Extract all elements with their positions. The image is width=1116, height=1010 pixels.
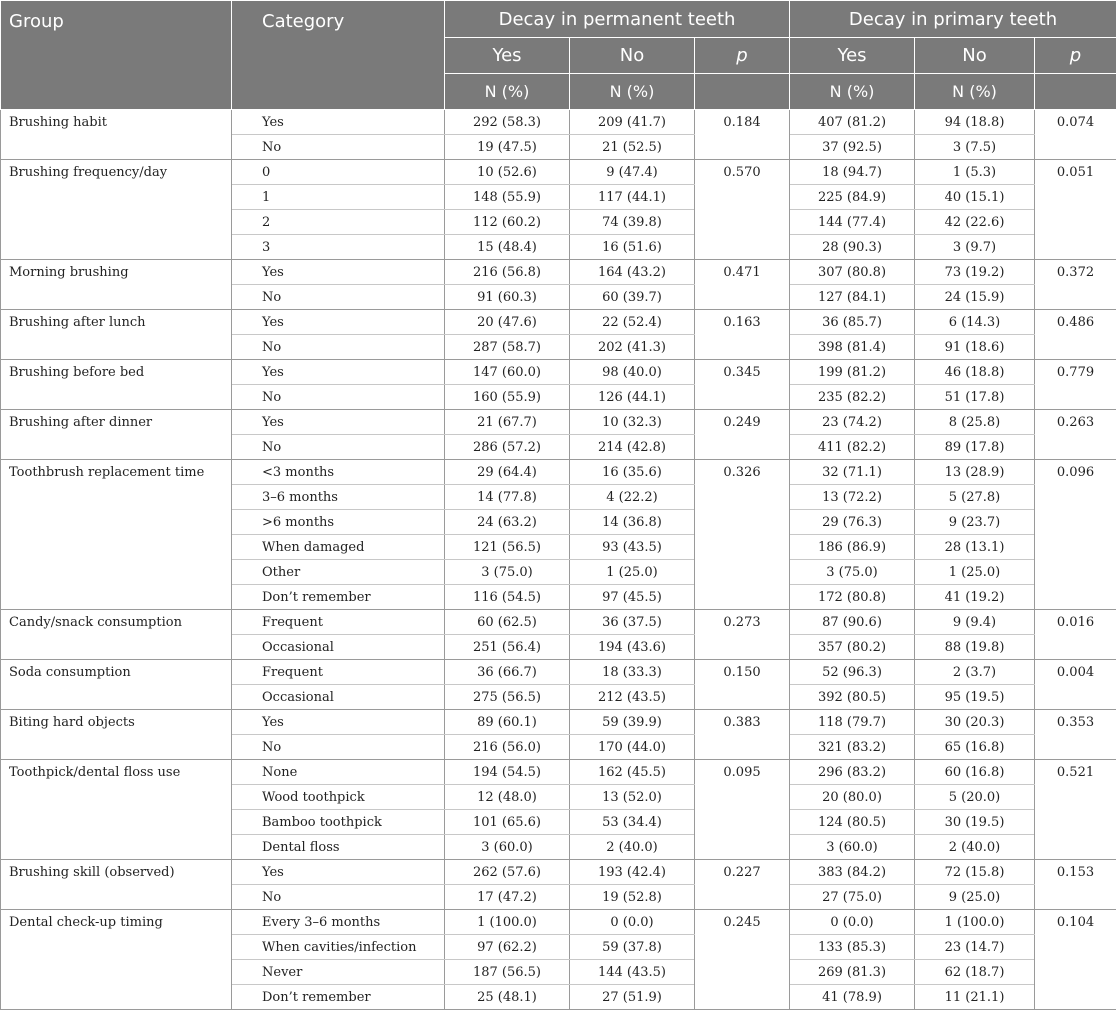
prim-no-cell: 73 (19.2): [915, 260, 1035, 285]
prim-no-cell: 94 (18.8): [915, 110, 1035, 135]
header-prim-no: No: [915, 38, 1035, 74]
perm-no-cell: 59 (39.9): [570, 710, 695, 735]
perm-yes-cell: 20 (47.6): [445, 310, 570, 335]
header-perm-p-empty: [695, 74, 790, 110]
category-cell: No: [232, 285, 445, 310]
prim-no-cell: 9 (9.4): [915, 610, 1035, 635]
category-cell: No: [232, 885, 445, 910]
prim-yes-cell: 52 (96.3): [790, 660, 915, 685]
prim-no-cell: 2 (40.0): [915, 835, 1035, 860]
prim-yes-cell: 27 (75.0): [790, 885, 915, 910]
group-name: Candy/snack consumption: [1, 610, 232, 660]
category-cell: Yes: [232, 710, 445, 735]
perm-p-value: 0.345: [695, 360, 790, 410]
table-row: [1, 610, 1116, 635]
category-cell: Yes: [232, 260, 445, 285]
prim-no-cell: 72 (15.8): [915, 860, 1035, 885]
perm-yes-cell: 36 (66.7): [445, 660, 570, 685]
prim-yes-cell: 392 (80.5): [790, 685, 915, 710]
perm-no-cell: 202 (41.3): [570, 335, 695, 360]
group-name: Brushing after lunch: [1, 310, 232, 360]
perm-yes-cell: 292 (58.3): [445, 110, 570, 135]
prim-yes-cell: 32 (71.1): [790, 460, 915, 485]
prim-p-value: 0.051: [1035, 160, 1116, 260]
prim-no-cell: 91 (18.6): [915, 335, 1035, 360]
header-prim-yes-npct: N (%): [790, 74, 915, 110]
perm-p-value: 0.570: [695, 160, 790, 260]
table-row: [1, 260, 1116, 285]
perm-no-cell: 14 (36.8): [570, 510, 695, 535]
prim-no-cell: 3 (9.7): [915, 235, 1035, 260]
header-category: Category: [232, 1, 445, 110]
prim-no-cell: 51 (17.8): [915, 385, 1035, 410]
perm-p-value: 0.245: [695, 910, 790, 1010]
perm-yes-cell: 17 (47.2): [445, 885, 570, 910]
perm-yes-cell: 216 (56.8): [445, 260, 570, 285]
group-name: Toothbrush replacement time: [1, 460, 232, 610]
prim-no-cell: 5 (20.0): [915, 785, 1035, 810]
group-name: Brushing after dinner: [1, 410, 232, 460]
perm-no-cell: 16 (35.6): [570, 460, 695, 485]
category-cell: None: [232, 760, 445, 785]
group-name: Brushing before bed: [1, 360, 232, 410]
perm-no-cell: 53 (34.4): [570, 810, 695, 835]
prim-no-cell: 1 (25.0): [915, 560, 1035, 585]
perm-yes-cell: 275 (56.5): [445, 685, 570, 710]
category-cell: No: [232, 435, 445, 460]
perm-no-cell: 164 (43.2): [570, 260, 695, 285]
prim-no-cell: 30 (20.3): [915, 710, 1035, 735]
category-cell: Occasional: [232, 685, 445, 710]
prim-yes-cell: 186 (86.9): [790, 535, 915, 560]
category-cell: 3–6 months: [232, 485, 445, 510]
prim-yes-cell: 407 (81.2): [790, 110, 915, 135]
prim-no-cell: 3 (7.5): [915, 135, 1035, 160]
perm-yes-cell: 24 (63.2): [445, 510, 570, 535]
perm-yes-cell: 19 (47.5): [445, 135, 570, 160]
perm-no-cell: 97 (45.5): [570, 585, 695, 610]
prim-yes-cell: 18 (94.7): [790, 160, 915, 185]
perm-yes-cell: 60 (62.5): [445, 610, 570, 635]
perm-p-value: 0.184: [695, 110, 790, 160]
prim-no-cell: 23 (14.7): [915, 935, 1035, 960]
prim-yes-cell: 37 (92.5): [790, 135, 915, 160]
prim-p-value: 0.372: [1035, 260, 1116, 310]
perm-no-cell: 19 (52.8): [570, 885, 695, 910]
category-cell: Yes: [232, 310, 445, 335]
group-name: Brushing habit: [1, 110, 232, 160]
category-cell: >6 months: [232, 510, 445, 535]
header-group: Group: [1, 1, 232, 110]
perm-yes-cell: 1 (100.0): [445, 910, 570, 935]
perm-no-cell: 2 (40.0): [570, 835, 695, 860]
category-cell: Dental floss: [232, 835, 445, 860]
prim-no-cell: 24 (15.9): [915, 285, 1035, 310]
prim-yes-cell: 127 (84.1): [790, 285, 915, 310]
perm-no-cell: 93 (43.5): [570, 535, 695, 560]
table-row: [1, 110, 1116, 135]
header-permanent-teeth: Decay in permanent teeth: [445, 1, 790, 38]
prim-yes-cell: 87 (90.6): [790, 610, 915, 635]
table-row: [1, 460, 1116, 485]
perm-yes-cell: 121 (56.5): [445, 535, 570, 560]
perm-yes-cell: 101 (65.6): [445, 810, 570, 835]
perm-yes-cell: 286 (57.2): [445, 435, 570, 460]
header-prim-yes: Yes: [790, 38, 915, 74]
prim-yes-cell: 172 (80.8): [790, 585, 915, 610]
prim-no-cell: 9 (25.0): [915, 885, 1035, 910]
table-row: [1, 160, 1116, 185]
prim-p-value: 0.104: [1035, 910, 1116, 1010]
perm-no-cell: 16 (51.6): [570, 235, 695, 260]
perm-no-cell: 10 (32.3): [570, 410, 695, 435]
perm-p-value: 0.150: [695, 660, 790, 710]
category-cell: No: [232, 735, 445, 760]
perm-no-cell: 162 (45.5): [570, 760, 695, 785]
header-perm-yes: Yes: [445, 38, 570, 74]
perm-no-cell: 194 (43.6): [570, 635, 695, 660]
prim-no-cell: 9 (23.7): [915, 510, 1035, 535]
perm-yes-cell: 89 (60.1): [445, 710, 570, 735]
prim-yes-cell: 199 (81.2): [790, 360, 915, 385]
perm-yes-cell: 21 (67.7): [445, 410, 570, 435]
prim-yes-cell: 398 (81.4): [790, 335, 915, 360]
category-cell: Frequent: [232, 610, 445, 635]
prim-p-value: 0.074: [1035, 110, 1116, 160]
prim-p-value: 0.153: [1035, 860, 1116, 910]
prim-no-cell: 28 (13.1): [915, 535, 1035, 560]
prim-yes-cell: 118 (79.7): [790, 710, 915, 735]
prim-yes-cell: 0 (0.0): [790, 910, 915, 935]
category-cell: Never: [232, 960, 445, 985]
prim-yes-cell: 41 (78.9): [790, 985, 915, 1010]
perm-p-value: 0.249: [695, 410, 790, 460]
header-perm-no: No: [570, 38, 695, 74]
prim-no-cell: 88 (19.8): [915, 635, 1035, 660]
prim-yes-cell: 124 (80.5): [790, 810, 915, 835]
group-name: Toothpick/dental floss use: [1, 760, 232, 860]
perm-no-cell: 59 (37.8): [570, 935, 695, 960]
perm-no-cell: 74 (39.8): [570, 210, 695, 235]
prim-yes-cell: 144 (77.4): [790, 210, 915, 235]
category-cell: No: [232, 385, 445, 410]
perm-no-cell: 0 (0.0): [570, 910, 695, 935]
prim-yes-cell: 296 (83.2): [790, 760, 915, 785]
prim-yes-cell: 411 (82.2): [790, 435, 915, 460]
header-primary-teeth: Decay in primary teeth: [790, 1, 1116, 38]
table-header: [1, 1, 1116, 110]
perm-no-cell: 4 (22.2): [570, 485, 695, 510]
perm-no-cell: 60 (39.7): [570, 285, 695, 310]
table-row: [1, 310, 1116, 335]
category-cell: Frequent: [232, 660, 445, 685]
perm-yes-cell: 14 (77.8): [445, 485, 570, 510]
prim-yes-cell: 23 (74.2): [790, 410, 915, 435]
prim-yes-cell: 36 (85.7): [790, 310, 915, 335]
perm-yes-cell: 187 (56.5): [445, 960, 570, 985]
header-perm-yes-npct: N (%): [445, 74, 570, 110]
prim-no-cell: 60 (16.8): [915, 760, 1035, 785]
category-cell: Bamboo toothpick: [232, 810, 445, 835]
perm-yes-cell: 147 (60.0): [445, 360, 570, 385]
perm-no-cell: 21 (52.5): [570, 135, 695, 160]
perm-yes-cell: 3 (60.0): [445, 835, 570, 860]
perm-no-cell: 18 (33.3): [570, 660, 695, 685]
prim-no-cell: 65 (16.8): [915, 735, 1035, 760]
perm-no-cell: 1 (25.0): [570, 560, 695, 585]
group-name: Soda consumption: [1, 660, 232, 710]
perm-p-value: 0.163: [695, 310, 790, 360]
prim-no-cell: 41 (19.2): [915, 585, 1035, 610]
prim-yes-cell: 20 (80.0): [790, 785, 915, 810]
perm-yes-cell: 97 (62.2): [445, 935, 570, 960]
table-row: [1, 860, 1116, 885]
prim-no-cell: 11 (21.1): [915, 985, 1035, 1010]
perm-yes-cell: 91 (60.3): [445, 285, 570, 310]
perm-no-cell: 13 (52.0): [570, 785, 695, 810]
prim-yes-cell: 321 (83.2): [790, 735, 915, 760]
perm-no-cell: 9 (47.4): [570, 160, 695, 185]
perm-yes-cell: 194 (54.5): [445, 760, 570, 785]
prim-yes-cell: 29 (76.3): [790, 510, 915, 535]
perm-yes-cell: 29 (64.4): [445, 460, 570, 485]
perm-no-cell: 144 (43.5): [570, 960, 695, 985]
category-cell: Yes: [232, 860, 445, 885]
prim-p-value: 0.353: [1035, 710, 1116, 760]
header-perm-p: p: [695, 38, 790, 74]
prim-p-value: 0.263: [1035, 410, 1116, 460]
perm-no-cell: 126 (44.1): [570, 385, 695, 410]
group-name: Dental check-up timing: [1, 910, 232, 1010]
group-name: Brushing frequency/day: [1, 160, 232, 260]
table-row: [1, 710, 1116, 735]
perm-yes-cell: 3 (75.0): [445, 560, 570, 585]
prim-yes-cell: 225 (84.9): [790, 185, 915, 210]
prim-no-cell: 8 (25.8): [915, 410, 1035, 435]
perm-p-value: 0.095: [695, 760, 790, 860]
prim-yes-cell: 269 (81.3): [790, 960, 915, 985]
table-row: [1, 760, 1116, 785]
prim-yes-cell: 235 (82.2): [790, 385, 915, 410]
category-cell: Other: [232, 560, 445, 585]
category-cell: 1: [232, 185, 445, 210]
perm-p-value: 0.273: [695, 610, 790, 660]
header-perm-no-npct: N (%): [570, 74, 695, 110]
prim-no-cell: 2 (3.7): [915, 660, 1035, 685]
header-prim-p: p: [1035, 38, 1116, 74]
perm-yes-cell: 12 (48.0): [445, 785, 570, 810]
table-row: [1, 660, 1116, 685]
category-cell: Occasional: [232, 635, 445, 660]
prim-no-cell: 1 (100.0): [915, 910, 1035, 935]
group-name: Morning brushing: [1, 260, 232, 310]
perm-yes-cell: 216 (56.0): [445, 735, 570, 760]
prim-yes-cell: 383 (84.2): [790, 860, 915, 885]
perm-no-cell: 170 (44.0): [570, 735, 695, 760]
prim-p-value: 0.779: [1035, 360, 1116, 410]
perm-yes-cell: 112 (60.2): [445, 210, 570, 235]
prim-p-value: 0.016: [1035, 610, 1116, 660]
prim-no-cell: 1 (5.3): [915, 160, 1035, 185]
prim-yes-cell: 133 (85.3): [790, 935, 915, 960]
perm-no-cell: 193 (42.4): [570, 860, 695, 885]
prim-yes-cell: 307 (80.8): [790, 260, 915, 285]
group-name: Brushing skill (observed): [1, 860, 232, 910]
perm-yes-cell: 251 (56.4): [445, 635, 570, 660]
category-cell: 0: [232, 160, 445, 185]
perm-no-cell: 209 (41.7): [570, 110, 695, 135]
perm-no-cell: 27 (51.9): [570, 985, 695, 1010]
perm-p-value: 0.326: [695, 460, 790, 610]
category-cell: No: [232, 335, 445, 360]
perm-yes-cell: 15 (48.4): [445, 235, 570, 260]
category-cell: Wood toothpick: [232, 785, 445, 810]
category-cell: Don’t remember: [232, 585, 445, 610]
perm-no-cell: 22 (52.4): [570, 310, 695, 335]
category-cell: Yes: [232, 360, 445, 385]
category-cell: 3: [232, 235, 445, 260]
prim-yes-cell: 28 (90.3): [790, 235, 915, 260]
category-cell: When damaged: [232, 535, 445, 560]
table-body: [1, 110, 1116, 1010]
perm-no-cell: 214 (42.8): [570, 435, 695, 460]
perm-no-cell: 36 (37.5): [570, 610, 695, 635]
prim-no-cell: 13 (28.9): [915, 460, 1035, 485]
prim-yes-cell: 3 (60.0): [790, 835, 915, 860]
category-cell: Don’t remember: [232, 985, 445, 1010]
prim-p-value: 0.521: [1035, 760, 1116, 860]
prim-p-value: 0.004: [1035, 660, 1116, 710]
prim-no-cell: 89 (17.8): [915, 435, 1035, 460]
perm-yes-cell: 287 (58.7): [445, 335, 570, 360]
header-prim-no-npct: N (%): [915, 74, 1035, 110]
prim-no-cell: 62 (18.7): [915, 960, 1035, 985]
category-cell: Yes: [232, 110, 445, 135]
group-name: Biting hard objects: [1, 710, 232, 760]
category-cell: <3 months: [232, 460, 445, 485]
prim-p-value: 0.096: [1035, 460, 1116, 610]
prim-yes-cell: 357 (80.2): [790, 635, 915, 660]
perm-no-cell: 212 (43.5): [570, 685, 695, 710]
perm-no-cell: 98 (40.0): [570, 360, 695, 385]
prim-p-value: 0.486: [1035, 310, 1116, 360]
category-cell: Yes: [232, 410, 445, 435]
prim-no-cell: 42 (22.6): [915, 210, 1035, 235]
perm-yes-cell: 160 (55.9): [445, 385, 570, 410]
perm-no-cell: 117 (44.1): [570, 185, 695, 210]
prim-no-cell: 95 (19.5): [915, 685, 1035, 710]
category-cell: 2: [232, 210, 445, 235]
perm-yes-cell: 25 (48.1): [445, 985, 570, 1010]
perm-yes-cell: 116 (54.5): [445, 585, 570, 610]
table-row: [1, 360, 1116, 385]
perm-yes-cell: 262 (57.6): [445, 860, 570, 885]
prim-no-cell: 46 (18.8): [915, 360, 1035, 385]
table-row: [1, 910, 1116, 935]
prim-yes-cell: 13 (72.2): [790, 485, 915, 510]
table-row: [1, 410, 1116, 435]
perm-p-value: 0.383: [695, 710, 790, 760]
category-cell: Every 3–6 months: [232, 910, 445, 935]
category-cell: No: [232, 135, 445, 160]
prim-no-cell: 40 (15.1): [915, 185, 1035, 210]
category-cell: When cavities/infection: [232, 935, 445, 960]
perm-p-value: 0.227: [695, 860, 790, 910]
prim-no-cell: 6 (14.3): [915, 310, 1035, 335]
header-prim-p-empty: [1035, 74, 1116, 110]
perm-p-value: 0.471: [695, 260, 790, 310]
prim-yes-cell: 3 (75.0): [790, 560, 915, 585]
perm-yes-cell: 148 (55.9): [445, 185, 570, 210]
perm-yes-cell: 10 (52.6): [445, 160, 570, 185]
prim-no-cell: 30 (19.5): [915, 810, 1035, 835]
prim-no-cell: 5 (27.8): [915, 485, 1035, 510]
